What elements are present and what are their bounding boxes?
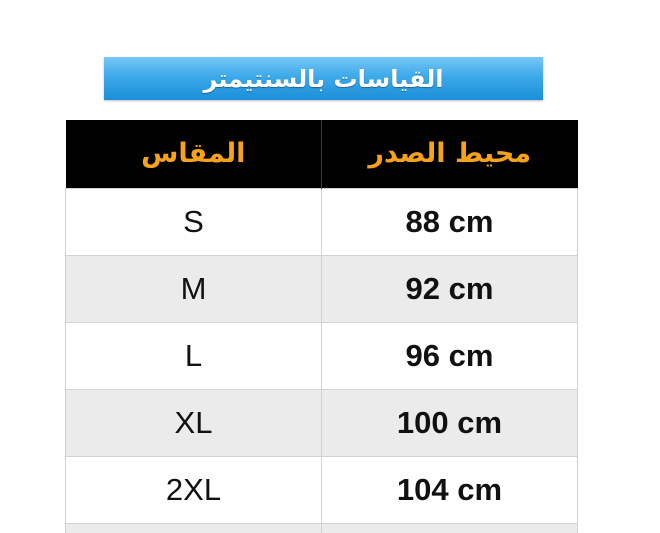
banner-title: القياسات بالسنتيمتر bbox=[203, 64, 444, 93]
size-cell bbox=[66, 523, 322, 533]
measurements-banner bbox=[104, 57, 543, 100]
size-cell: M bbox=[66, 255, 322, 322]
chest-cell: 96 cm bbox=[322, 322, 578, 389]
table-row bbox=[66, 255, 578, 322]
chest-cell: 92 cm bbox=[322, 255, 578, 322]
table-row bbox=[66, 322, 578, 389]
size-chart-table bbox=[65, 120, 578, 533]
chest-cell bbox=[322, 523, 578, 533]
size-cell: 2XL bbox=[66, 456, 322, 523]
chest-cell: 104 cm bbox=[322, 456, 578, 523]
table-row bbox=[66, 456, 578, 523]
chest-cell: 100 cm bbox=[322, 389, 578, 456]
table-row bbox=[66, 188, 578, 255]
table-row-partial bbox=[66, 523, 578, 533]
size-column-header: المقاس bbox=[66, 120, 322, 188]
chest-column-header: محيط الصدر bbox=[368, 138, 532, 170]
chest-cell: 88 cm bbox=[322, 188, 578, 255]
size-cell: S bbox=[66, 188, 322, 255]
table-row bbox=[66, 389, 578, 456]
table-header-row bbox=[66, 120, 578, 188]
size-cell: L bbox=[66, 322, 322, 389]
size-cell: XL bbox=[66, 389, 322, 456]
